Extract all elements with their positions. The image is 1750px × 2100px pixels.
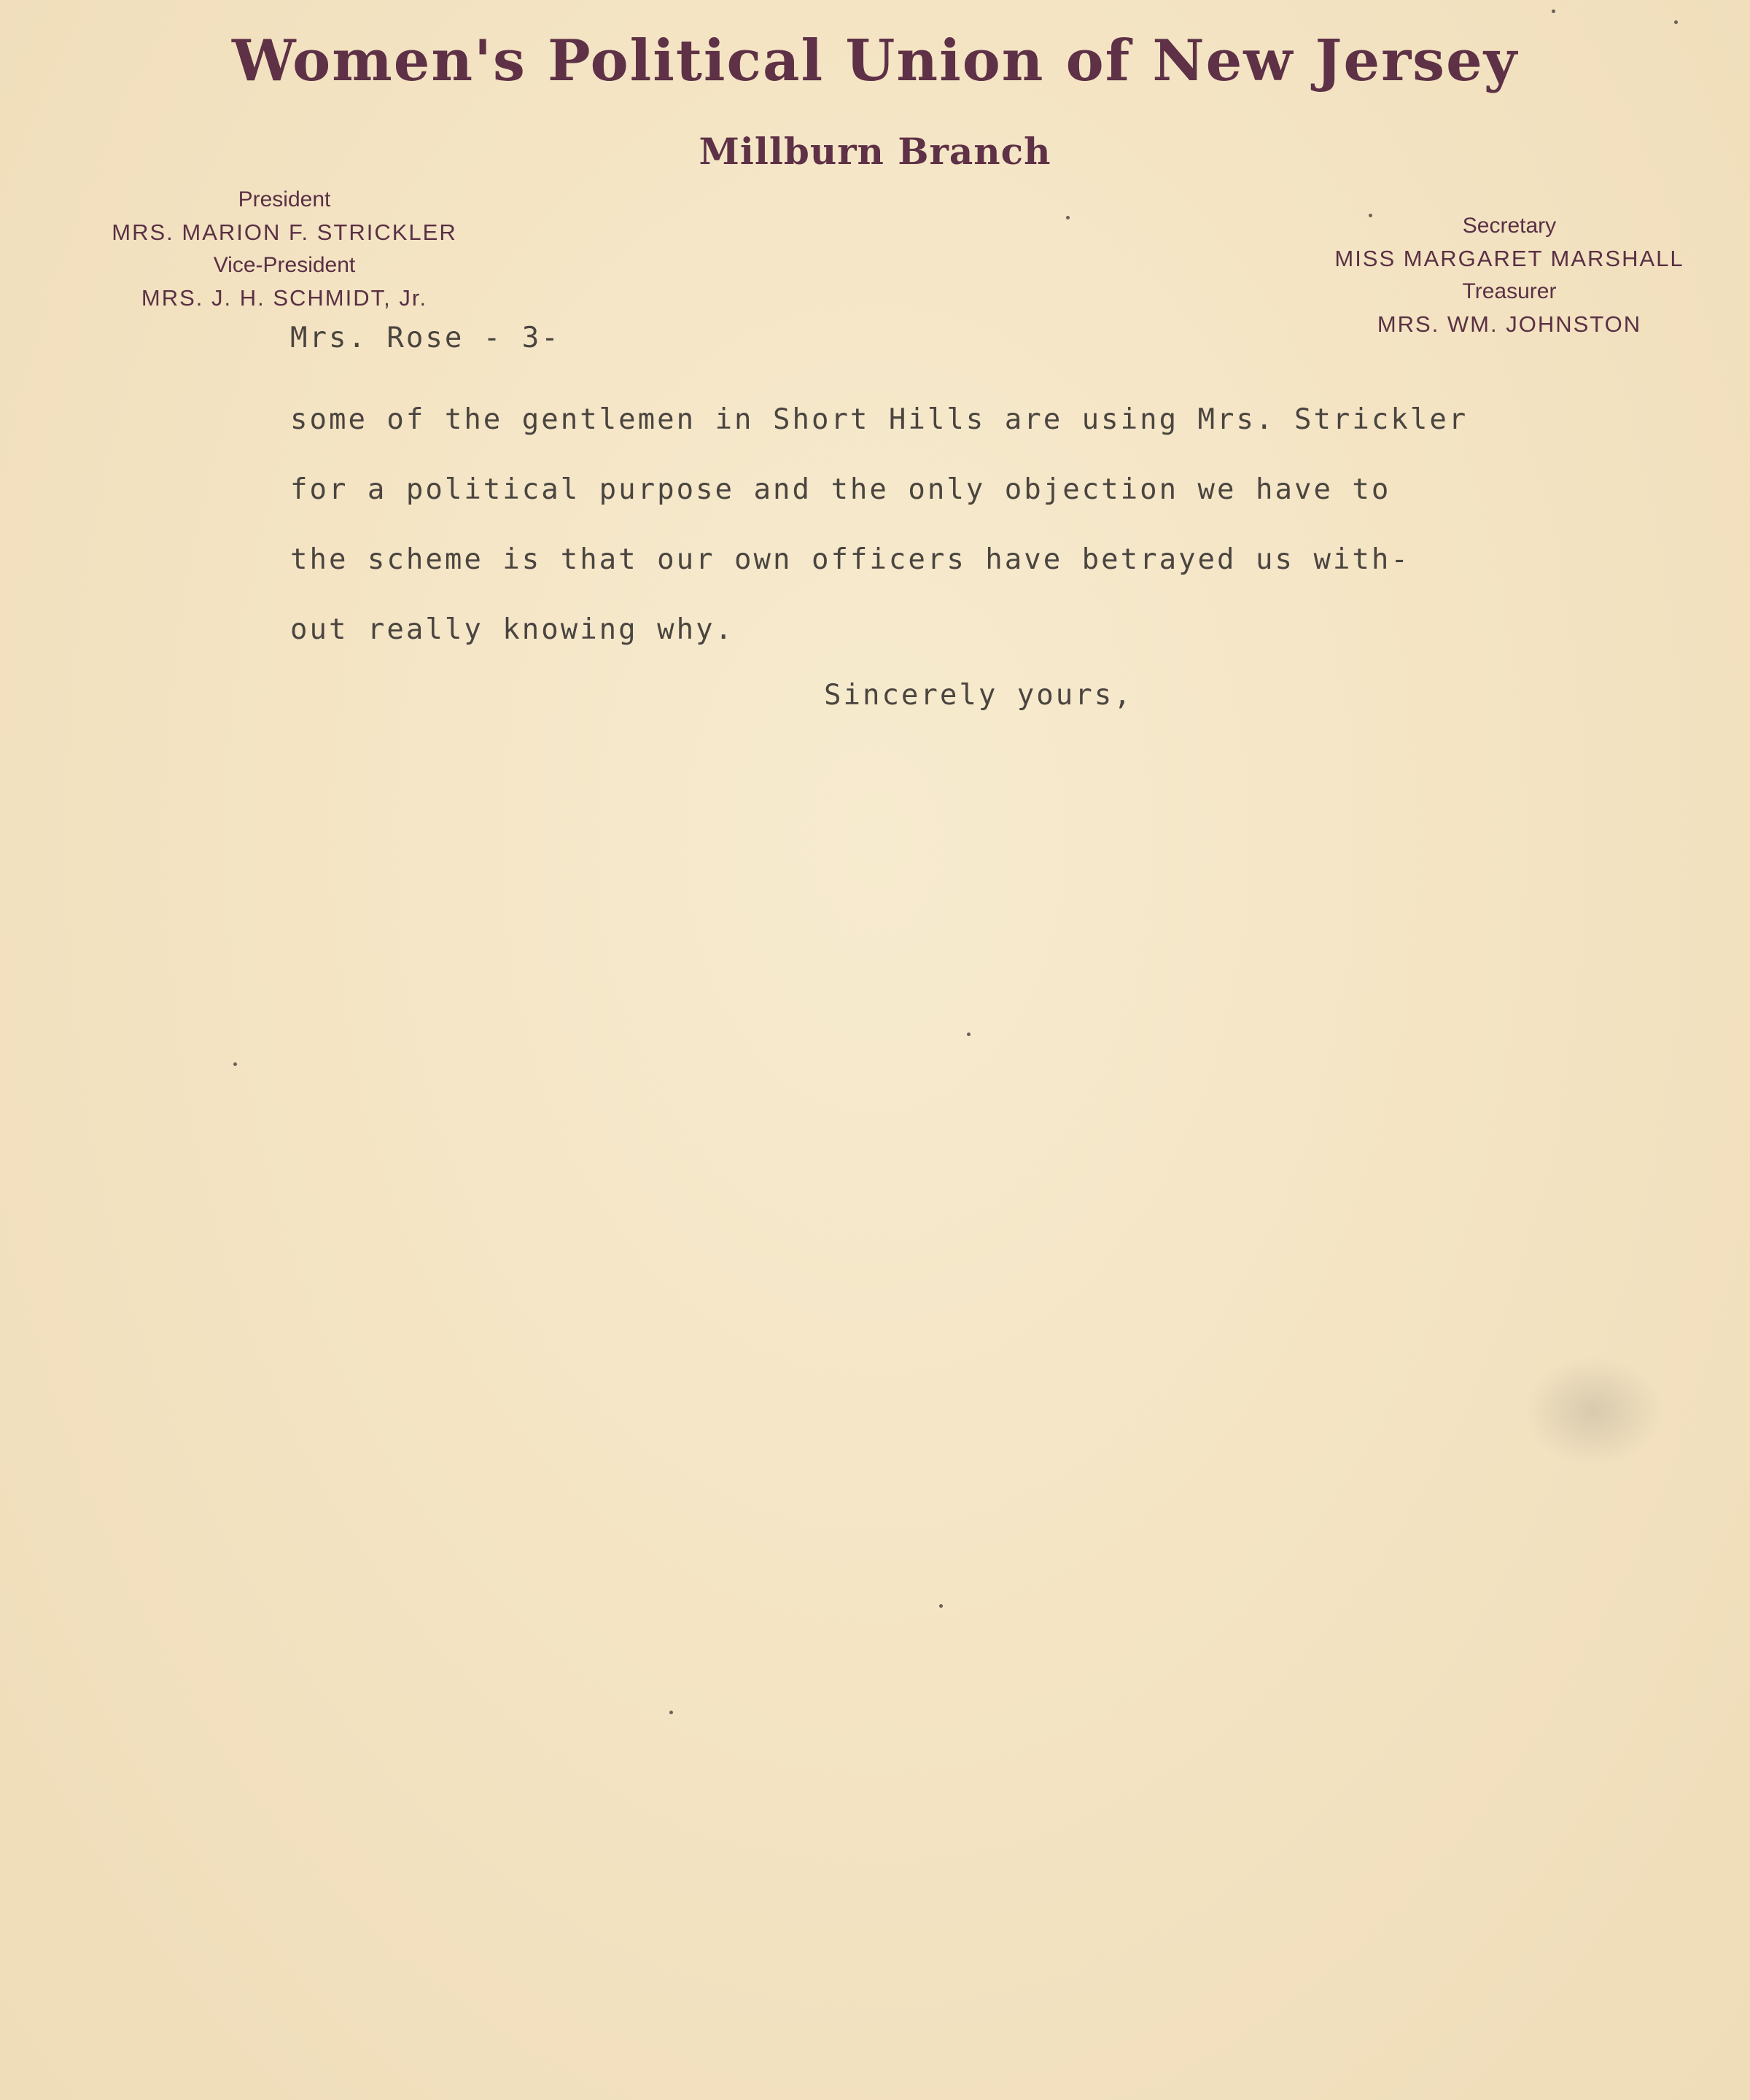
paper-speck bbox=[1552, 9, 1555, 13]
officer-role-secretary: Secretary bbox=[1462, 214, 1557, 238]
officer-role-treasurer: Treasurer bbox=[1462, 279, 1557, 303]
paper-speck bbox=[939, 1604, 943, 1608]
paper-speck bbox=[669, 1711, 673, 1714]
officers-left bbox=[95, 185, 474, 316]
officer-name-secretary: MISS MARGARET MARSHALL bbox=[1334, 246, 1684, 271]
paper-speck bbox=[1674, 20, 1678, 24]
officer-name-vice-president: MRS. J. H. SCHMIDT, Jr. bbox=[141, 285, 428, 311]
body-line: out really knowing why. bbox=[290, 613, 735, 646]
letterhead-title: Women's Political Union of New Jersey bbox=[231, 28, 1519, 94]
officer-role-president: President bbox=[238, 187, 331, 211]
paper-smudge bbox=[1524, 1356, 1662, 1466]
letter-body bbox=[290, 315, 1676, 665]
body-line: for a political purpose and the only objection we have to bbox=[290, 473, 1391, 506]
paper-speck bbox=[1066, 216, 1070, 219]
paper-speck bbox=[233, 1062, 237, 1066]
officer-name-president: MRS. MARION F. STRICKLER bbox=[112, 219, 457, 245]
officer-name-treasurer: MRS. WM. JOHNSTON bbox=[1377, 311, 1642, 337]
closing: Sincerely yours, bbox=[824, 679, 1133, 712]
paper-speck bbox=[967, 1032, 971, 1036]
body-line: the scheme is that our own officers have betrayed us with- bbox=[290, 543, 1410, 576]
officer-role-vice-president: Vice-President bbox=[213, 253, 356, 277]
paper-speck bbox=[1369, 214, 1372, 217]
page-reference: Mrs. Rose - 3- bbox=[290, 322, 561, 354]
letterhead-branch: Millburn Branch bbox=[699, 130, 1051, 173]
body-line: some of the gentlemen in Short Hills are using Mrs. Strickler bbox=[290, 403, 1469, 436]
